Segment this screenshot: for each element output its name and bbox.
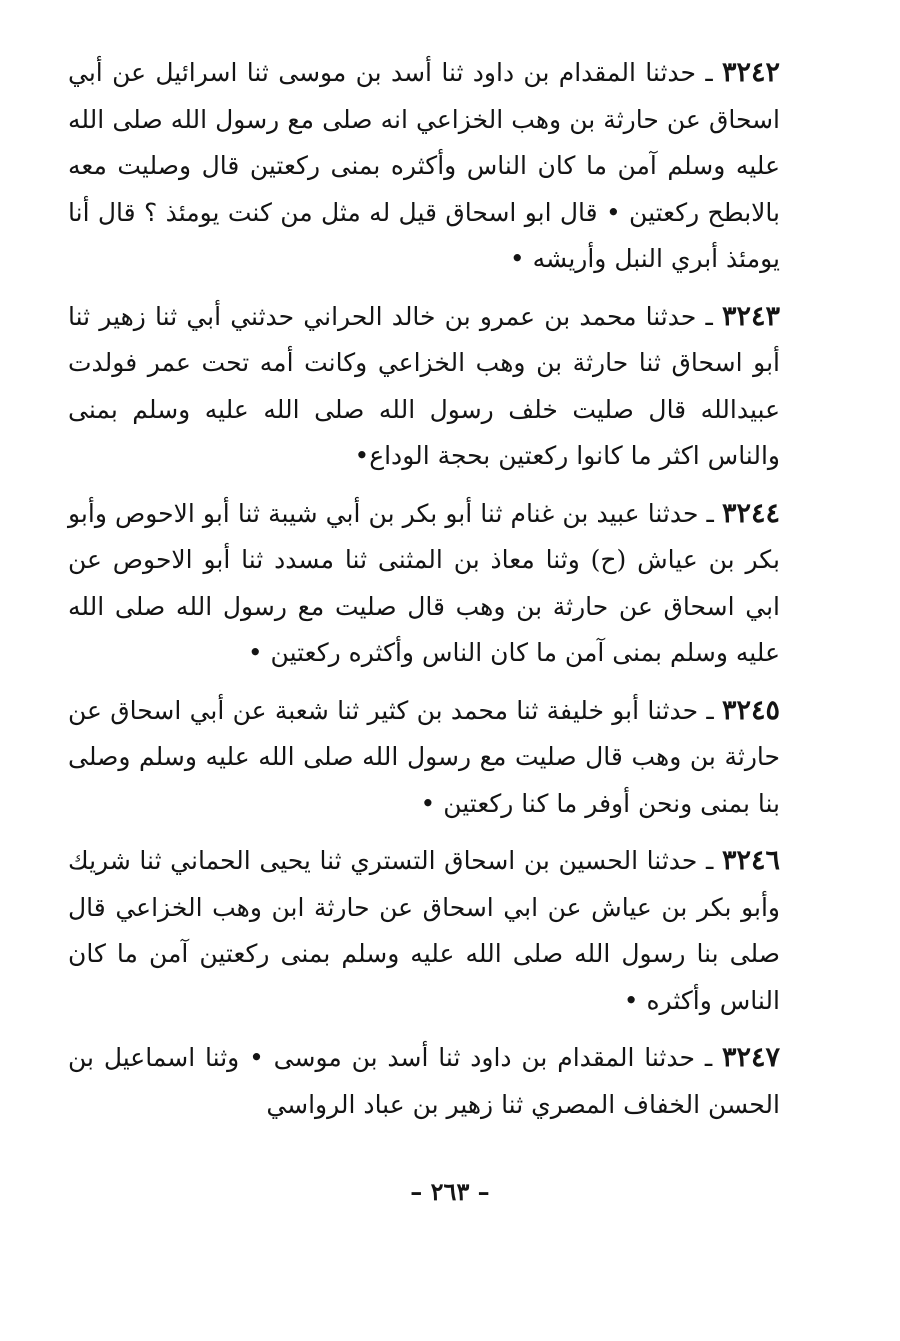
hadith-number: ٣٢٤٤	[722, 497, 781, 529]
page-body	[68, 50, 780, 1280]
hadith-text: حدثنا أبو خليفة ثنا محمد بن كثير ثنا شعبة عن أبي اسحاق عن حارثة بن وهب قال صليت مع رسول الله صلى الله عليه وسلم وصلى بنا بمنى ونحن أوفر ما كنا ركعتين •	[68, 695, 780, 818]
hadith-number: ٣٢٤٧	[721, 1042, 780, 1073]
page-number: – ٢٦٣ –	[410, 1177, 490, 1206]
hadith-3247: ٣٢٤٧ ـ حدثنا المقدام بن داود ثنا أسد بن موسى • وثنا اسماعيل بن الحسن الخفاف المصري ثنا زهير بن عباد الرواسي	[68, 1042, 780, 1119]
hadith-3245: ٣٢٤٥ ـ حدثنا أبو خليفة ثنا محمد بن كثير ثنا شعبة عن أبي اسحاق عن حارثة بن وهب قال صليت مع رسول الله صلى الله عليه وسلم وصلى بنا بمنى ونحن أوفر ما كنا ركعتين •	[68, 694, 780, 818]
hadith-number: ٣٢٤٦	[721, 845, 780, 876]
hadith-3242: ٣٢٤٢ ـ حدثنا المقدام بن داود ثنا أسد بن موسى ثنا اسرائيل عن أبي اسحاق عن حارثة بن وهب الخزاعي انه صلى مع رسول الله صلى الله عليه وسلم آمن ما كان الناس وأكثره بمنى ركعتين قال وصليت معه بالابطح ركعتين • قال ابو اسحاق قيل له مثل من كنت يومئذ ؟ قال أنا يومئذ أبري النبل وأريشه •	[68, 57, 780, 273]
hadith-text: حدثنا محمد بن عمرو بن خالد الحراني حدثني أبي ثنا زهير ثنا أبو اسحاق ثنا حارثة بن وهب الخزاعي وكانت أمه تحت عمر فولدت عبيدالله قال صليت خلف رسول الله صلى الله عليه وسلم بمنى والناس اكثر ما كانوا ركعتين بحجة الوداع•	[68, 301, 780, 470]
hadith-3246: ٣٢٤٦ ـ حدثنا الحسين بن اسحاق التستري ثنا يحيى الحماني ثنا شريك وأبو بكر بن عياش عن ابي اسحاق عن حارثة ابن وهب الخزاعي قال صلى بنا رسول الله صلى الله عليه وسلم بمنى ركعتين آمن ما كان الناس وأكثره •	[68, 845, 780, 1015]
hadith-text: حدثنا الحسين بن اسحاق التستري ثنا يحيى الحماني ثنا شريك وأبو بكر بن عياش عن ابي اسحاق عن حارثة ابن وهب الخزاعي قال صلى بنا رسول الله صلى الله عليه وسلم بمنى ركعتين آمن ما كان الناس وأكثره •	[68, 846, 780, 1015]
hadith-number: ٣٢٤٥	[721, 694, 780, 726]
hadith-3244: ٣٢٤٤ ـ حدثنا عبيد بن غنام ثنا أبو بكر بن أبي شيبة ثنا أبو الاحوص وأبو بكر بن عياش (ح) وثنا معاذ بن المثنى ثنا مسدد ثنا أبو الاحوص عن ابي اسحاق عن حارثة بن وهب قال صليت مع رسول الله صلى الله عليه وسلم بمنى آمن ما كان الناس وأكثره ركعتين •	[68, 497, 781, 667]
hadith-text: حدثنا عبيد بن غنام ثنا أبو بكر بن أبي شيبة ثنا أبو الاحوص وأبو بكر بن عياش (ح) وثنا معاذ بن المثنى ثنا مسدد ثنا أبو الاحوص عن ابي اسحاق عن حارثة بن وهب قال صليت مع رسول الله صلى الله عليه وسلم بمنى آمن ما كان الناس وأكثره ركعتين •	[68, 498, 780, 667]
hadith-3243: ٣٢٤٣ ـ حدثنا محمد بن عمرو بن خالد الحراني حدثني أبي ثنا زهير ثنا أبو اسحاق ثنا حارثة بن وهب الخزاعي وكانت أمه تحت عمر فولدت عبيدالله قال صليت خلف رسول الله صلى الله عليه وسلم بمنى والناس اكثر ما كانوا ركعتين بحجة الوداع•	[68, 300, 781, 470]
hadith-number: ٣٢٤٢	[721, 57, 780, 88]
hadith-text: حدثنا المقدام بن داود ثنا أسد بن موسى ثنا اسرائيل عن أبي اسحاق عن حارثة بن وهب الخزاعي انه صلى مع رسول الله صلى الله عليه وسلم آمن ما كان الناس وأكثره بمنى ركعتين قال وصليت معه بالابطح ركعتين • قال ابو اسحاق قيل له مثل من كنت يومئذ ؟ قال أنا يومئذ أبري النبل وأريشه •	[68, 58, 780, 273]
hadith-number: ٣٢٤٣	[722, 300, 781, 332]
hadith-text: حدثنا المقدام بن داود ثنا أسد بن موسى • وثنا اسماعيل بن الحسن الخفاف المصري ثنا زهير بن عباد الرواسي	[68, 1043, 780, 1119]
